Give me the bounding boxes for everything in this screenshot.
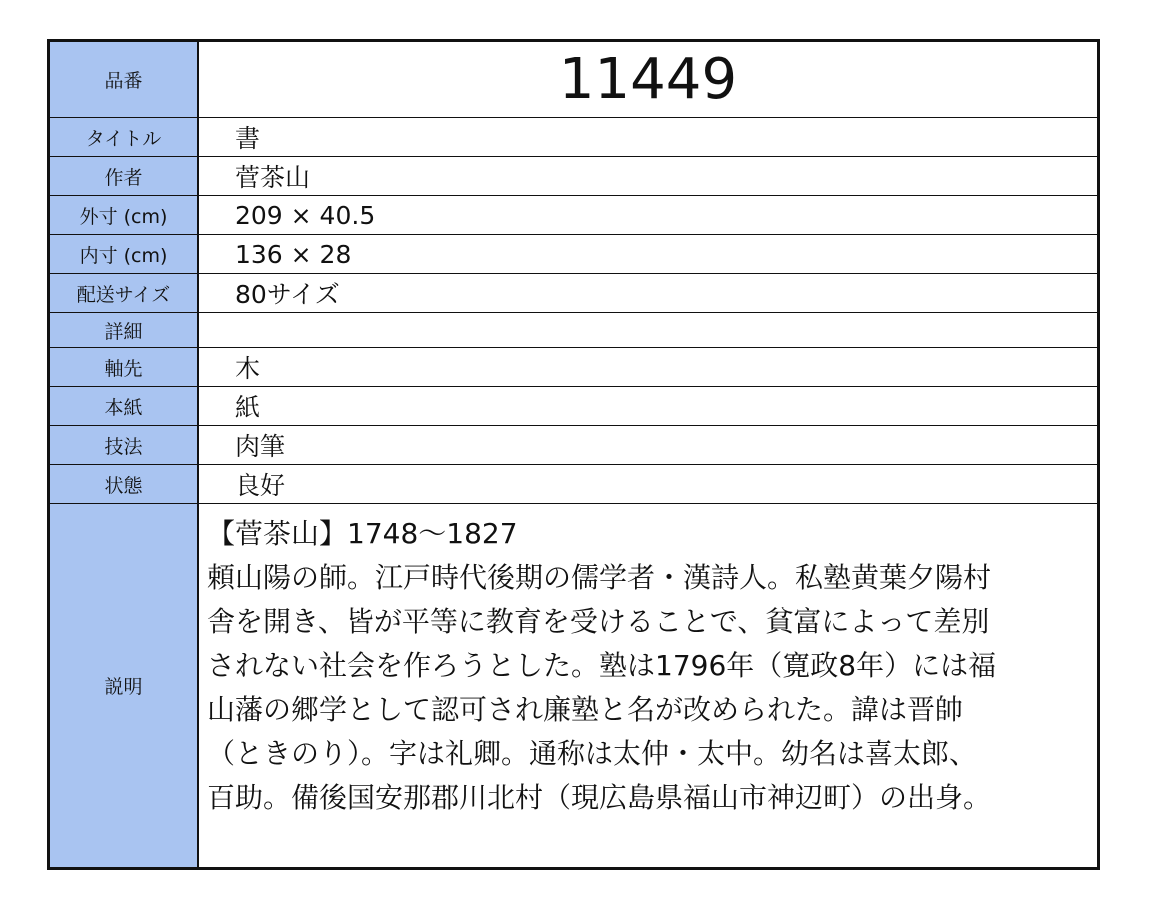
- value-item-number: 11449: [198, 42, 1098, 118]
- label-item-number: 品番: [50, 42, 199, 118]
- row-title: [50, 118, 1098, 157]
- description-line: 百助。備後国安那郡川北村（現広島県福山市神辺町）の出身。: [207, 781, 992, 814]
- value-outer-size: 209 × 40.5: [198, 196, 1098, 235]
- row-condition: [50, 465, 1098, 504]
- label-author: 作者: [50, 157, 199, 196]
- row-roller-end: [50, 348, 1098, 387]
- value-shipping-size: 80サイズ: [198, 274, 1098, 313]
- row-item-number: [50, 42, 1098, 118]
- description-line: （ときのり）。字は礼卿。通称は太仲・太中。幼名は喜太郎、: [207, 737, 978, 770]
- label-technique: 技法: [50, 426, 199, 465]
- label-base-material: 本紙: [50, 387, 199, 426]
- label-inner-size: 内寸 (cm): [50, 235, 199, 274]
- value-details: [198, 313, 1098, 348]
- row-shipping-size: [50, 274, 1098, 313]
- label-description: 説明: [50, 504, 199, 868]
- description-line: 舎を開き、皆が平等に教育を受けることで、貧富によって差別: [207, 605, 990, 638]
- value-inner-size: 136 × 28: [198, 235, 1098, 274]
- value-author: 菅茶山: [198, 157, 1098, 196]
- label-title: タイトル: [50, 118, 199, 157]
- value-technique: 肉筆: [198, 426, 1098, 465]
- label-roller-end: 軸先: [50, 348, 199, 387]
- product-spec-table: [47, 39, 1100, 870]
- label-details: 詳細: [50, 313, 199, 348]
- value-condition: 良好: [198, 465, 1098, 504]
- description-line: 【菅茶山】1748〜1827: [207, 517, 518, 550]
- description-line: 頼山陽の師。江戸時代後期の儒学者・漢詩人。私塾黄葉夕陽村: [207, 561, 992, 594]
- value-title: 書: [198, 118, 1098, 157]
- value-roller-end: 木: [198, 348, 1098, 387]
- row-details: [50, 313, 1098, 348]
- description-line: されない社会を作ろうとした。塾は1796年（寛政8年）には福: [207, 649, 997, 682]
- row-outer-size: [50, 196, 1098, 235]
- value-base-material: 紙: [198, 387, 1098, 426]
- row-inner-size: [50, 235, 1098, 274]
- row-base-material: [50, 387, 1098, 426]
- label-shipping-size: 配送サイズ: [50, 274, 199, 313]
- description-line: 山藩の郷学として認可され廉塾と名が改められた。諱は晋帥: [207, 693, 964, 726]
- description-text: [198, 504, 1098, 868]
- label-outer-size: 外寸 (cm): [50, 196, 199, 235]
- row-technique: [50, 426, 1098, 465]
- row-author: [50, 157, 1098, 196]
- row-description: [50, 504, 1098, 868]
- label-condition: 状態: [50, 465, 199, 504]
